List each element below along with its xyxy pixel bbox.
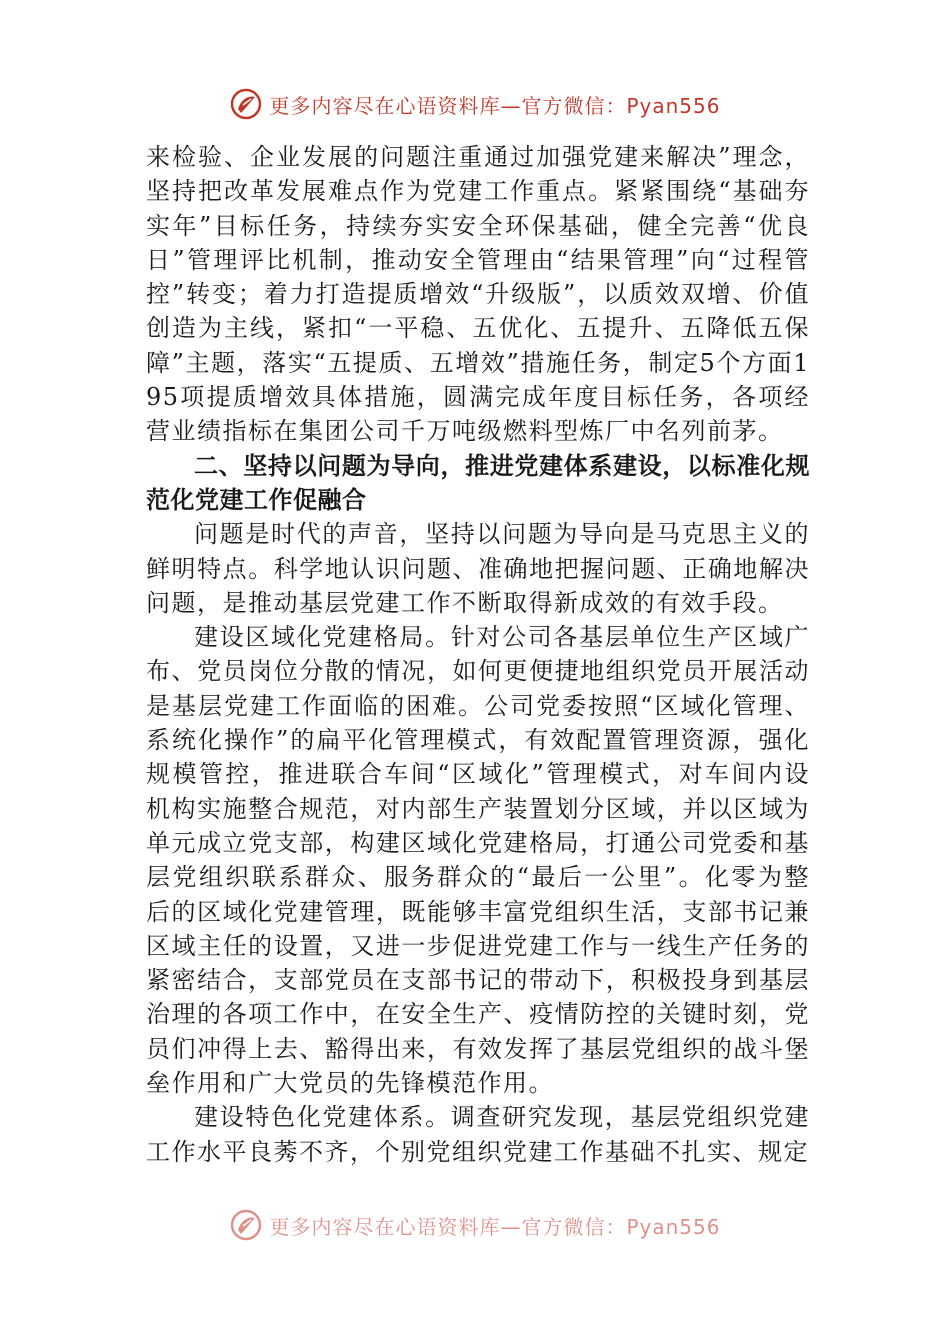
watermark-header xyxy=(0,84,950,124)
paragraph-special-party-building: 建设特色化党建体系。调查研究发现，基层党组织党建工作水平良莠不齐，个别党组织党建工作基础不扎实、规定 xyxy=(146,1103,810,1166)
paragraph-continued: 来检验、企业发展的问题注重通过加强党建来解决”理念，坚持把改革发展难点作为党建工作重点。紧紧围绕“基础夯实年”目标任务，持续夯实安全环保基础，健全完善“优良日”管理评比机制，推动安全管理由“结果管理”向“过程管控”转变；着力打造提质增效“升级版”，以质效双增、价值创造为主线，紧扣“一平稳、五优化、五提升、五降低五保障”主题，落实“五提质、五增效”措施任务，制定5个方面195项提质增效具体措施，圆满完成年度目标任务，各项经营业绩指标在集团公司千万吨级燃料型炼厂中名列前茅。 xyxy=(146,143,810,446)
watermark-text: 更多内容尽在心语资料库—官方微信：Pyan556 xyxy=(269,1214,721,1239)
paragraph-problem-orientation: 问题是时代的声音，坚持以问题为导向是马克思主义的鲜明特点。科学地认识问题、准确地把握问题、正确地解决问题，是推动基层党建工作不断取得新成效的有效手段。 xyxy=(146,520,810,617)
document-body xyxy=(146,140,810,1169)
watermark-footer xyxy=(0,1205,950,1245)
section-heading-2: 二、坚持以问题为导向，推进党建体系建设，以标准化规范化党建工作促融合 xyxy=(146,451,810,514)
watermark-logo-icon xyxy=(229,87,263,121)
watermark-text: 更多内容尽在心语资料库—官方微信：Pyan556 xyxy=(269,93,721,118)
paragraph-regional-party-building: 建设区域化党建格局。针对公司各基层单位生产区域广布、党员岗位分散的情况，如何更便捷地组织党员开展活动是基层党建工作面临的困难。公司党委按照“区域化管理、系统化操作”的扁平化管理模式，有效配置管理资源，强化规模管控，推进联合车间“区域化”管理模式，对车间内设机构实施整合规范，对内部生产装置划分区域，并以区域为单元成立党支部，构建区域化党建格局，打通公司党委和基层党组织联系群众、服务群众的“最后一公里”。化零为整后的区域化党建管理，既能够丰富党组织生活，支部书记兼区域主任的设置，又进一步促进党建工作与一线生产任务的紧密结合，支部党员在支部书记的带动下，积极投身到基层治理的各项工作中，在安全生产、疫情防控的关键时刻，党员们冲得上去、豁得出来，有效发挥了基层党组织的战斗堡垒作用和广大党员的先锋模范作用。 xyxy=(146,623,810,1098)
watermark-logo-icon xyxy=(229,1208,263,1242)
